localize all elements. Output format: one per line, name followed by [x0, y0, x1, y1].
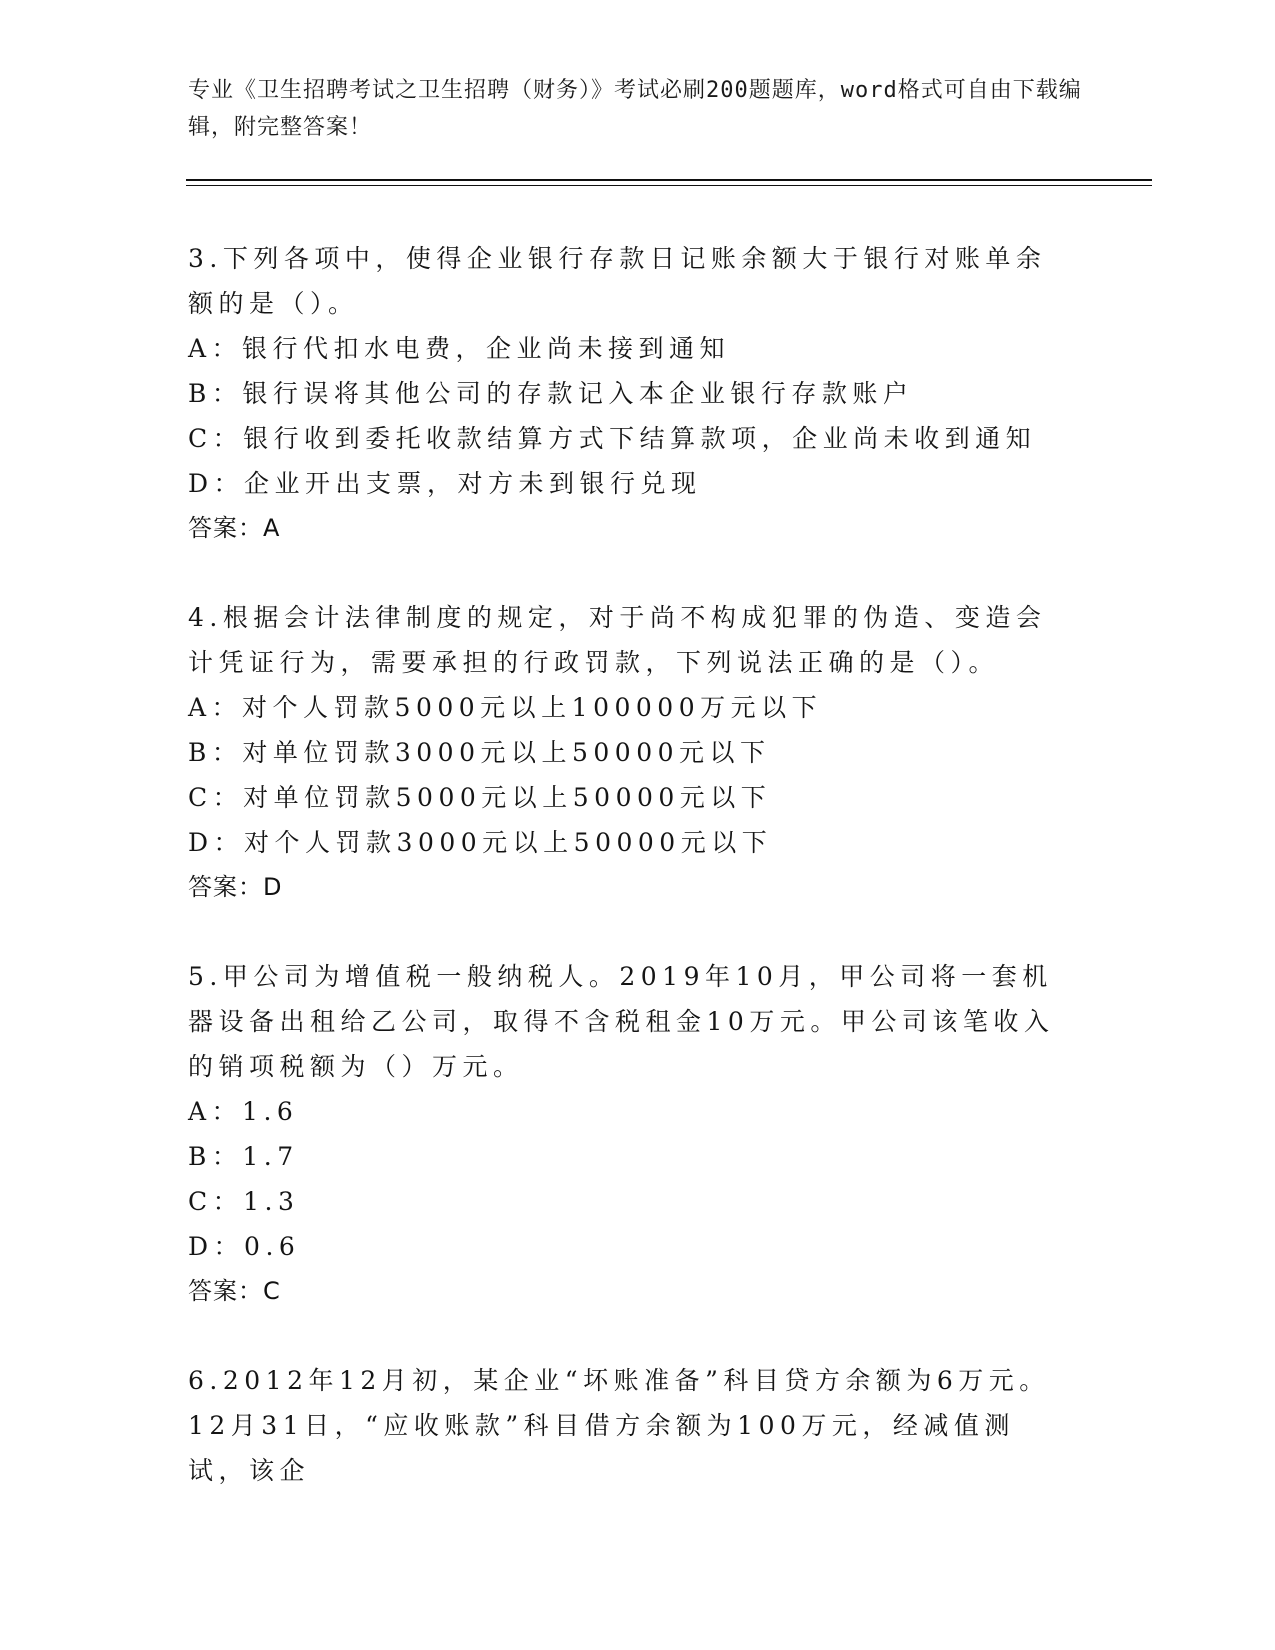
option-c: C：银行收到委托收款结算方式下结算款项，企业尚未收到通知: [188, 424, 1037, 453]
spacer: [188, 910, 1068, 954]
question-3: [188, 236, 1068, 551]
option-c: C：对单位罚款5000元以上50000元以下: [188, 783, 772, 812]
header-title: 专业《卫生招聘考试之卫生招聘（财务）》考试必刷200题题库，word格式可自由下载编辑，附完整答案！: [188, 78, 1082, 140]
option-c: C：1.3: [188, 1187, 300, 1216]
option-a: A：银行代扣水电费，企业尚未接到通知: [188, 334, 731, 363]
question-6: [188, 1358, 1068, 1493]
question-list: [188, 236, 1068, 1493]
option-b: B：对单位罚款3000元以上50000元以下: [188, 738, 771, 767]
option-d: D：对个人罚款3000元以上50000元以下: [188, 828, 773, 857]
spacer: [188, 1314, 1068, 1358]
option-b: B：1.7: [188, 1142, 299, 1171]
document-header: [188, 72, 1088, 146]
option-a: A：1.6: [188, 1097, 299, 1126]
answer: 答案：A: [188, 514, 281, 542]
option-d: D：企业开出支票，对方未到银行兑现: [188, 469, 702, 498]
option-a: A：对个人罚款5000元以上100000万元以下: [188, 693, 823, 722]
option-d: D：0.6: [188, 1232, 301, 1261]
question-stem: 4.根据会计法律制度的规定，对于尚不构成犯罪的伪造、变造会计凭证行为，需要承担的行政罚款，下列说法正确的是（）。: [188, 603, 1047, 677]
answer: 答案：D: [188, 873, 283, 901]
header-divider-thick: [186, 179, 1152, 181]
answer: 答案：C: [188, 1277, 281, 1305]
header-divider-thin: [186, 185, 1152, 186]
question-stem: 3.下列各项中，使得企业银行存款日记账余额大于银行对账单余额的是（）。: [188, 244, 1047, 318]
question-4: [188, 595, 1068, 910]
spacer: [188, 551, 1068, 595]
question-stem: 6.2012年12月初，某企业“坏账准备”科目贷方余额为6万元。12月31日，“应收账款”科目借方余额为100万元，经减值测试，该企: [188, 1366, 1050, 1485]
option-b: B：银行误将其他公司的存款记入本企业银行存款账户: [188, 379, 914, 408]
question-5: [188, 954, 1068, 1314]
question-stem: 5.甲公司为增值税一般纳税人。2019年10月，甲公司将一套机器设备出租给乙公司，取得不含税租金10万元。甲公司该笔收入的销项税额为（）万元。: [188, 962, 1055, 1081]
